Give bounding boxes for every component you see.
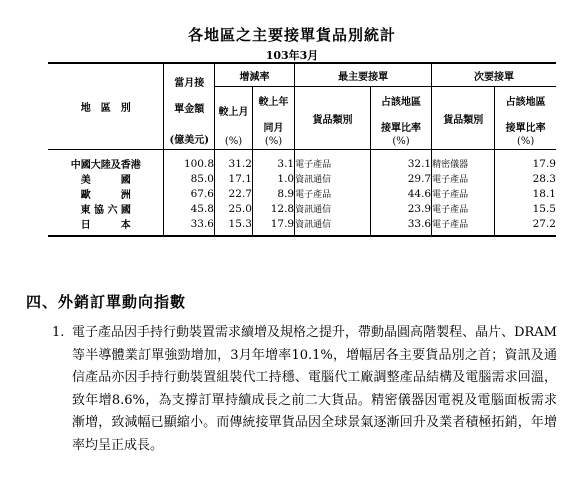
header-main-group: 最主要接單 [295, 63, 432, 87]
header-second-category: 貨品類別 [432, 87, 495, 150]
table-row [48, 150, 556, 172]
second-share-cell: 18.1 [532, 187, 556, 200]
region-cell: 日 本 [48, 216, 164, 236]
main-share-cell: 23.9 [370, 201, 431, 216]
mom-cell: 22.7 [215, 186, 253, 201]
main-category-cell: 電子產品 [295, 186, 371, 201]
yoy-cell: 8.9 [252, 186, 294, 201]
header-growth-group: 增減率 [215, 63, 295, 87]
table-subtitle: 103年3月 [265, 49, 319, 62]
table-row [48, 216, 556, 236]
header-mom: 較上月 (%) [215, 87, 253, 150]
mom-cell: 31.2 [215, 150, 253, 172]
second-share-cell: 17.9 [532, 157, 556, 170]
main-category-cell: 資訊通信 [295, 216, 371, 236]
second-category-cell: 電子產品 [432, 186, 495, 201]
table-title: 各地區之主要接單貨品別統計 [187, 26, 396, 44]
header-main-share: 占該地區 接單比率 (%) [370, 87, 431, 150]
main-category-cell: 資訊通信 [295, 201, 371, 216]
second-share-cell: 15.5 [532, 202, 556, 215]
amount-cell: 100.8 [164, 150, 215, 172]
table-row [48, 171, 556, 186]
region-goods-table [48, 62, 556, 237]
header-second-group: 次要接單 [432, 63, 556, 87]
region-cell: 歐 洲 [48, 186, 164, 201]
second-category-cell: 電子產品 [432, 216, 495, 236]
main-share-cell: 44.6 [370, 186, 431, 201]
mom-cell: 15.3 [215, 216, 253, 236]
header-region: 地 區 別 [48, 63, 164, 150]
region-cell: 東 協 六 國 [48, 201, 164, 216]
main-category-cell: 電子產品 [295, 150, 371, 172]
region-cell: 美 國 [48, 171, 164, 186]
second-share-cell: 28.3 [532, 172, 556, 185]
amount-cell: 33.6 [164, 216, 215, 236]
header-main-category: 貨品類別 [295, 87, 371, 150]
item-paragraph: 電子產品因手持行動裝置需求續增及規格之提升，帶動晶圓高階製程、晶片、DRAM等半導體業訂單強勁增加，3月年增率10.1%，增幅居各主要貨品別之首；資訊及通信產品亦因手持行動裝置組裝代工持穩、電腦代工廠調整產品結構及電腦需求回溫，致年增8.6%，為支撐訂單持續成長之前二大貨品。精密儀器因電視及電腦面板需求漸增，致減幅已顯縮小。而傳統接單貨品因全球景氣逐漸回升及業者積極拓銷，年增率均呈正成長。 [72, 325, 557, 453]
mom-cell: 25.0 [215, 201, 253, 216]
amount-unit: (億美元) [169, 134, 209, 146]
second-category-cell: 電子產品 [432, 201, 495, 216]
table-row [48, 186, 556, 201]
main-category-cell: 資訊通信 [295, 171, 371, 186]
section-heading: 四、外銷訂單動向指數 [26, 293, 187, 311]
yoy-cell: 12.8 [252, 201, 294, 216]
yoy-cell: 3.1 [252, 150, 294, 172]
main-share-cell: 33.6 [370, 216, 431, 236]
second-category-cell: 電子產品 [432, 171, 495, 186]
amount-cell: 67.6 [164, 186, 215, 201]
header-second-share: 占該地區 接單比率 (%) [505, 97, 546, 147]
main-share-cell: 32.1 [370, 150, 431, 172]
main-share-cell: 29.7 [370, 171, 431, 186]
header-yoy: 較上年 同月 (%) [252, 87, 294, 150]
second-category-cell: 精密儀器 [432, 150, 495, 172]
second-share-cell: 27.2 [532, 217, 556, 230]
mom-cell: 17.1 [215, 171, 253, 186]
header-amount: 當月接 單金額 (億美元) [164, 63, 215, 150]
amount-cell: 45.8 [164, 201, 215, 216]
yoy-cell: 1.0 [252, 171, 294, 186]
yoy-cell: 17.9 [252, 216, 294, 236]
item-number: 1. [52, 325, 65, 340]
amount-cell: 85.0 [164, 171, 215, 186]
region-cell: 中國大陸及香港 [48, 150, 164, 172]
table-row [48, 201, 556, 216]
